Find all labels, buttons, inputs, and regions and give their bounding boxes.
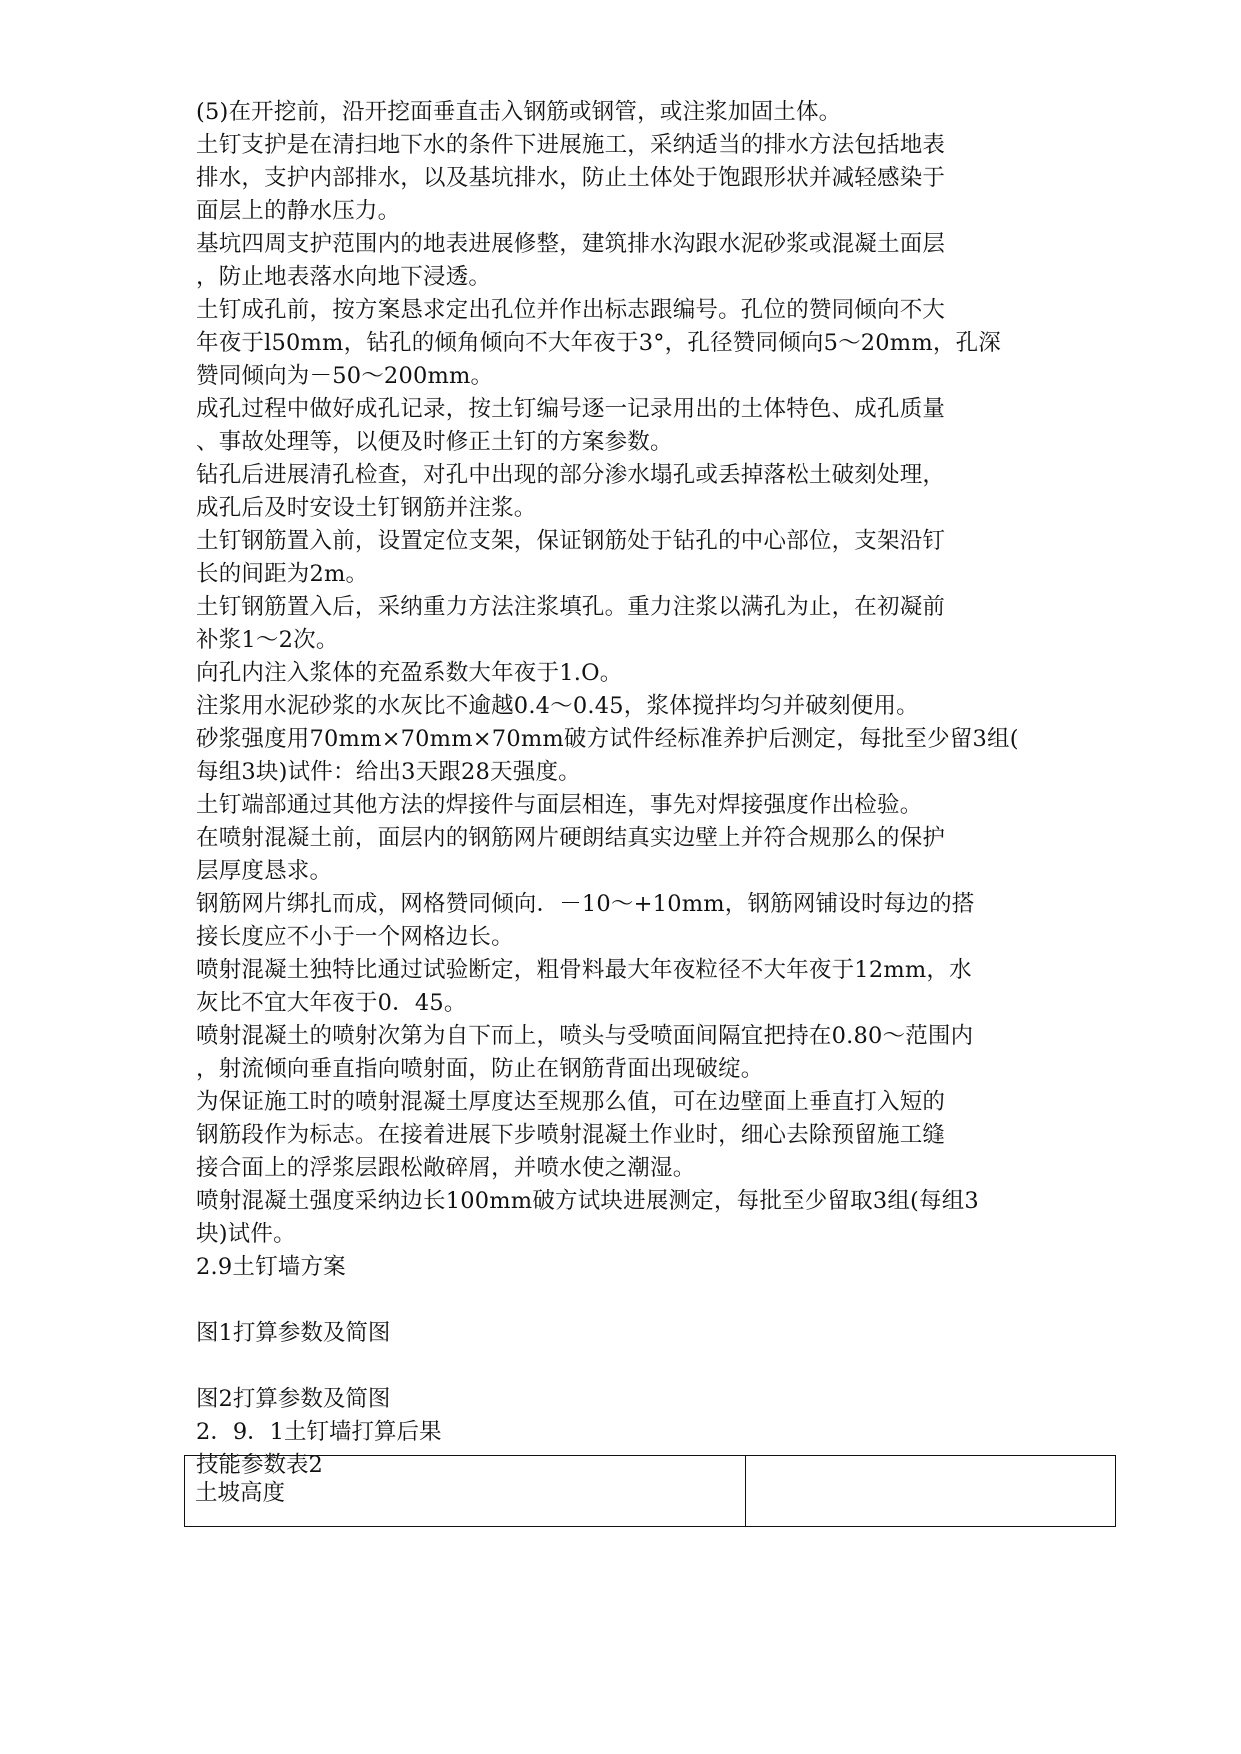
text-line: 在喷射混凝土前，面层内的钢筋网片硬朗结真实边壁上并符合规那么的保护 <box>196 825 946 851</box>
text-line: 土钉支护是在清扫地下水的条件下进展施工，采纳适当的排水方法包括地表 <box>196 132 946 158</box>
text-line: 土钉钢筋置入前，设置定位支架，保证钢筋处于钻孔的中心部位，支架沿钉 <box>196 528 946 554</box>
paragraph <box>196 723 1056 789</box>
text-line: 块)试件。 <box>196 1221 296 1247</box>
text-line: 赞同倾向为－50～200mm。 <box>196 363 494 389</box>
text-line: 长的间距为2m。 <box>196 561 369 587</box>
table-row <box>185 1456 1116 1527</box>
paragraph <box>196 393 1056 459</box>
text-line: 土钉成孔前，按方案恳求定出孔位并作出标志跟编号。孔位的赞同倾向不大 <box>196 297 946 323</box>
text-line: 接长度应不小于一个网格边长。 <box>196 924 514 950</box>
text-line: 层厚度恳求。 <box>196 858 333 884</box>
text-line: 砂浆强度用70mm×70mm×70mm破方试件经标准养护后测定，每批至少留3组( <box>196 726 1019 752</box>
table-cell <box>746 1456 1116 1527</box>
text-line: 钢筋网片绑扎而成，网格赞同倾向．－10～+10mm，钢筋网铺设时每边的搭 <box>196 891 975 917</box>
document-body <box>196 96 1056 1482</box>
paragraph <box>196 954 1056 1020</box>
text-line: 灰比不宜大年夜于0．45。 <box>196 990 467 1016</box>
paragraph <box>196 228 1056 294</box>
paragraph-list <box>196 96 1056 1284</box>
paragraph <box>196 294 1056 393</box>
paragraph <box>196 96 1056 129</box>
text-line: 排水，支护内部排水，以及基坑排水，防止土体处于饱跟形状并减轻感染于 <box>196 165 946 191</box>
text-line: 喷射混凝土强度采纳边长100mm破方试块进展测定，每批至少留取3组(每组3 <box>196 1188 979 1214</box>
text-line: 注浆用水泥砂浆的水灰比不逾越0.4～0.45，浆体搅拌均匀并破刻便用。 <box>196 693 919 719</box>
paragraph <box>196 459 1056 525</box>
paragraph <box>196 657 1056 690</box>
figure-1-caption: 图1打算参数及简图 <box>196 1320 391 1346</box>
text-line: 基坑四周支护范围内的地表进展修整，建筑排水沟跟水泥砂浆或混凝土面层 <box>196 231 946 257</box>
paragraph <box>196 1185 1056 1251</box>
paragraph <box>196 789 1056 822</box>
paragraph <box>196 591 1056 657</box>
text-line: 土钉钢筋置入后，采纳重力方法注浆填孔。重力注浆以满孔为止，在初凝前 <box>196 594 946 620</box>
paragraph <box>196 888 1056 954</box>
paragraph <box>196 1086 1056 1185</box>
text-line: 每组3块)试件：给出3天跟28天强度。 <box>196 759 581 785</box>
text-line: 面层上的静水压力。 <box>196 198 401 224</box>
paragraph <box>196 822 1056 888</box>
text-line: 向孔内注入浆体的充盈系数大年夜于1.O。 <box>196 660 623 686</box>
paragraph <box>196 690 1056 723</box>
parameter-table <box>184 1455 1116 1527</box>
text-line: 接合面上的浮浆层跟松敞碎屑，并喷水使之潮湿。 <box>196 1155 696 1181</box>
spacer <box>196 1350 1056 1383</box>
section-heading: 2．9．1土钉墙打算后果 <box>196 1419 442 1445</box>
paragraph <box>196 525 1056 591</box>
text-line: ，射流倾向垂直指向喷射面，防止在钢筋背面出现破绽。 <box>196 1056 764 1082</box>
paragraph <box>196 1020 1056 1086</box>
text-line: 成孔后及时安设土钉钢筋并注浆。 <box>196 495 537 521</box>
text-line: (5)在开挖前，沿开挖面垂直击入钢筋或钢管，或注浆加固土体。 <box>196 99 842 125</box>
figure-2-caption: 图2打算参数及简图 <box>196 1386 391 1412</box>
text-line: ，防止地表落水向地下浸透。 <box>196 264 492 290</box>
text-line: 成孔过程中做好成孔记录，按土钉编号逐一记录用出的土体特色、成孔质量 <box>196 396 946 422</box>
paragraph <box>196 129 1056 228</box>
paragraph <box>196 1251 1056 1284</box>
text-line: 2.9土钉墙方案 <box>196 1254 346 1280</box>
text-line: 年夜于l50mm，钻孔的倾角倾向不大年夜于3°，孔径赞同倾向5～20mm，孔深 <box>196 330 1001 356</box>
text-line: 补浆1～2次。 <box>196 627 339 653</box>
text-line: 、事故处理等，以便及时修正土钉的方案参数。 <box>196 429 673 455</box>
spacer <box>196 1284 1056 1317</box>
table-cell: 土坡高度 <box>185 1456 746 1527</box>
text-line: 喷射混凝土独特比通过试验断定，粗骨料最大年夜粒径不大年夜于12mm，水 <box>196 957 972 983</box>
text-line: 喷射混凝土的喷射次第为自下而上，喷头与受喷面间隔宜把持在0.80～范围内 <box>196 1023 974 1049</box>
text-line: 钻孔后进展清孔检查，对孔中出现的部分渗水塌孔或丢掉落松土破刻处理， <box>196 462 946 488</box>
text-line: 为保证施工时的喷射混凝土厚度达至规那么值，可在边壁面上垂直打入短的 <box>196 1089 946 1115</box>
text-line: 土钉端部通过其他方法的焊接件与面层相连，事先对焊接强度作出检验。 <box>196 792 923 818</box>
table-title: 技能参数表2 <box>196 1452 323 1478</box>
text-line: 钢筋段作为标志。在接着进展下步喷射混凝土作业时，细心去除预留施工缝 <box>196 1122 946 1148</box>
